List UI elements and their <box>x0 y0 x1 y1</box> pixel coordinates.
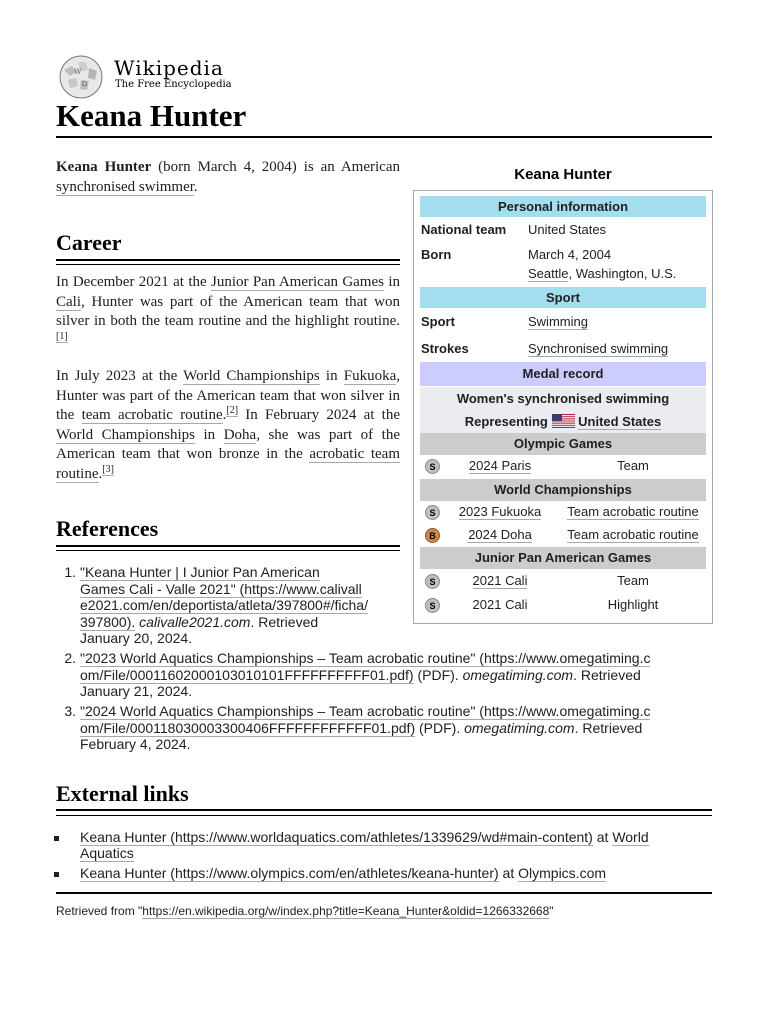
references-rule-2 <box>56 550 400 551</box>
reference-number: 1. <box>64 564 76 580</box>
silver-medal-icon: S <box>425 574 440 589</box>
reference-text: . Retrieved <box>574 719 643 736</box>
personal-info-header: Personal information <box>420 196 706 217</box>
text: In July 2023 at the <box>56 368 184 384</box>
reference-3-site: omegatiming.com <box>464 719 575 736</box>
world-aquatics-link[interactable]: Aquatics <box>80 845 134 861</box>
reference-text: . Retrieved <box>250 613 319 630</box>
synchronised-swimmer-link[interactable]: synchronised swimmer <box>56 178 194 195</box>
world-aquatics-link[interactable]: World <box>612 829 649 845</box>
career-heading: Career <box>56 230 122 255</box>
reference-text: (PDF). <box>415 719 465 736</box>
career-rule-2 <box>56 264 400 265</box>
reference-1-link[interactable]: e2021.com/en/deportista/atleta/397800#/ficha/ <box>80 597 368 613</box>
text: In February 2024 at the <box>238 407 400 423</box>
born-label: Born <box>421 247 452 262</box>
junior-pan-american-header: Junior Pan American Games <box>420 547 706 569</box>
retrieved-from <box>56 904 554 918</box>
intro-subject: Keana Hunter <box>56 159 152 175</box>
reference-number: 3. <box>64 703 76 719</box>
external-rule-2 <box>56 815 712 816</box>
infobox <box>413 190 713 624</box>
reference-date: February 4, 2024. <box>80 736 191 752</box>
references-heading: References <box>56 516 159 541</box>
medal-type-link[interactable]: Team acrobatic routine <box>567 504 699 519</box>
svg-text:W: W <box>74 68 82 76</box>
link-at: at <box>592 829 613 845</box>
representing-row <box>420 410 706 433</box>
medal-event-link[interactable]: 2024 Paris <box>468 458 532 473</box>
text: . <box>98 465 103 482</box>
career-rule <box>56 259 400 261</box>
born-place <box>528 266 676 281</box>
medal-row <box>420 524 706 547</box>
ref-1-link[interactable]: [1] <box>56 330 68 342</box>
medal-type-link[interactable]: Team acrobatic routine <box>567 527 699 542</box>
olympic-games-header: Olympic Games <box>420 433 706 455</box>
medal-event-link[interactable]: 2023 Fukuoka <box>458 504 542 519</box>
medal-type: Highlight <box>607 597 659 612</box>
wikipedia-globe-logo[interactable] <box>56 54 106 100</box>
reference-text: . Retrieved <box>573 666 641 683</box>
intro-text-end: . <box>193 178 198 195</box>
national-team-value: United States <box>528 222 607 237</box>
acrobatic-team-routine-link[interactable]: acrobatic team routine <box>56 446 400 482</box>
link-at: at <box>498 865 519 881</box>
us-flag-icon <box>552 414 575 428</box>
sport-label: Sport <box>421 314 455 329</box>
born-date: March 4, 2004 <box>528 247 612 262</box>
reference-2-site: omegatiming.com <box>462 666 574 683</box>
medal-event-link[interactable]: 2021 Cali <box>472 573 528 588</box>
text: In December 2021 at the <box>56 274 211 290</box>
text: . <box>222 407 227 423</box>
strokes-label: Strokes <box>421 341 469 356</box>
career-paragraph-2 <box>56 367 400 484</box>
wordmark: Wikipedia <box>114 56 224 80</box>
silver-medal-icon: S <box>425 505 440 520</box>
reference-2-link[interactable]: om/File/00011602000103010101FFFFFFFFFF01.pdf) <box>80 666 414 683</box>
medal-event-link[interactable]: 2024 Doha <box>468 527 532 542</box>
reference-1-link[interactable]: "Keana Hunter | I Junior Pan American <box>80 564 320 580</box>
junior-pan-american-games-link[interactable]: Junior Pan American Games <box>210 274 384 290</box>
reference-date: January 21, 2024. <box>80 683 193 699</box>
infobox-title: Keana Hunter <box>514 166 612 183</box>
sport-header: Sport <box>420 287 706 308</box>
swimming-link[interactable]: Swimming <box>528 314 588 329</box>
medal-row <box>420 455 706 478</box>
permanent-link[interactable]: https://en.wikipedia.org/w/index.php?title=Keana_Hunter&oldid=1266332668 <box>142 904 550 918</box>
reference-date: January 20, 2024. <box>80 630 193 646</box>
olympics-athlete-link[interactable]: Keana Hunter (https://www.olympics.com/en/athletes/keana-hunter) <box>80 865 499 881</box>
svg-text:Ω: Ω <box>82 81 87 88</box>
intro-text: (born March 4, 2004) is an American <box>151 159 400 175</box>
discipline-row: Women's synchronised swimming <box>420 387 706 410</box>
career-paragraph-1 <box>56 273 400 351</box>
silver-medal-icon: S <box>425 459 440 474</box>
text: in <box>194 426 224 443</box>
external-rule <box>56 809 712 811</box>
cali-link[interactable]: Cali <box>56 293 81 310</box>
title-rule <box>56 136 712 138</box>
retrieved-prefix: Retrieved from " <box>56 904 143 918</box>
world-championships-link[interactable]: World Championships <box>183 368 320 384</box>
text: , Hunter was part of the American team that won silver in both the team routine and the highlight routine. <box>56 293 400 329</box>
fukuoka-link[interactable]: Fukuoka <box>343 368 397 384</box>
team-acrobatic-routine-link[interactable]: team acrobatic routine <box>81 407 223 423</box>
world-championships-link-2[interactable]: World Championships <box>56 426 195 443</box>
world-championships-header: World Championships <box>420 479 706 501</box>
reference-text: (PDF). <box>413 666 463 683</box>
medal-row <box>420 594 706 617</box>
ref-2-link[interactable]: [2] <box>226 405 239 416</box>
worldaquatics-link[interactable]: Keana Hunter (https://www.worldaquatics.com/athletes/1339629/wd#main-content) <box>80 829 593 845</box>
reference-1-site: calivalle2021.com <box>135 613 251 630</box>
references-rule <box>56 545 400 547</box>
medal-type: Team <box>617 458 649 473</box>
retrieved-suffix: " <box>549 904 554 918</box>
medal-type: Team <box>617 573 649 588</box>
medal-row <box>420 570 706 593</box>
medal-event: 2021 Cali <box>472 597 528 612</box>
tagline: The Free Encyclopedia <box>115 79 232 90</box>
bullet-icon <box>54 872 59 877</box>
external-links-heading: External links <box>56 781 189 806</box>
united-states-link[interactable]: United States <box>578 414 662 429</box>
ref-3-link[interactable]: [3] <box>102 463 114 475</box>
reference-3-link[interactable]: om/File/000118030003300406FFFFFFFFFFFF01.pdf) <box>80 719 416 736</box>
reference-1-link[interactable]: Games Cali - Valle 2021" (https://www.calivall <box>80 580 362 597</box>
representing-label: Representing <box>464 414 548 429</box>
page-title: Keana Hunter <box>56 98 247 133</box>
doha-link[interactable]: Doha <box>223 426 257 443</box>
intro-paragraph <box>56 158 400 197</box>
born-place-rest: , Washington, U.S. <box>568 266 677 281</box>
reference-1-link[interactable]: 397800). <box>80 613 136 630</box>
text: in <box>319 368 344 384</box>
reference-3-link[interactable]: "2024 World Aquatics Championships – Team acrobatic routine" (https://www.omegatiming.c <box>80 703 651 719</box>
bullet-icon <box>54 836 59 841</box>
seattle-link[interactable]: Seattle <box>528 266 569 281</box>
medal-row <box>420 501 706 524</box>
bronze-medal-icon: B <box>425 528 440 543</box>
medal-record-header: Medal record <box>420 362 706 386</box>
silver-medal-icon: S <box>425 598 440 613</box>
text: , Hunter was part of the American team that won silver in the <box>56 368 401 423</box>
footer-rule <box>56 892 712 894</box>
text: , she was part of the American team that won bronze in the <box>56 426 400 462</box>
synchronised-swimming-link[interactable]: Synchronised swimming <box>528 341 669 356</box>
reference-number: 2. <box>64 650 76 666</box>
reference-2-link[interactable]: "2023 World Aquatics Championships – Team acrobatic routine" (https://www.omegatiming.c <box>80 650 651 666</box>
national-team-label: National team <box>421 222 507 237</box>
olympics-com-link[interactable]: Olympics.com <box>518 865 607 881</box>
text: in <box>383 274 400 290</box>
